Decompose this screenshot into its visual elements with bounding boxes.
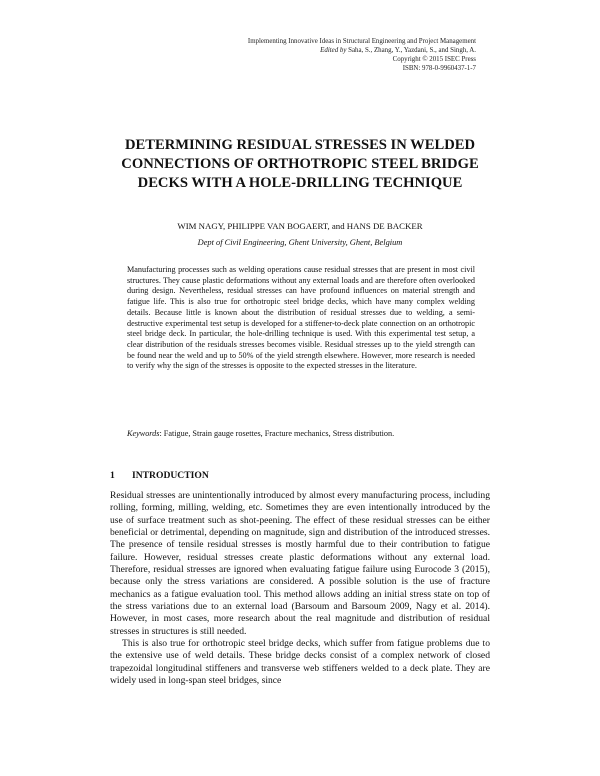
section-title: INTRODUCTION bbox=[132, 470, 209, 481]
section-heading-introduction bbox=[110, 470, 209, 482]
keywords-label: Keywords bbox=[127, 429, 160, 438]
paper-title: DETERMINING RESIDUAL STRESSES IN WELDED CONNECTIONS OF ORTHOTROPIC STEEL BRIDGE DECKS WITH A HOLE-DRILLING TECHNIQUE bbox=[121, 137, 479, 191]
keywords bbox=[127, 429, 475, 440]
abstract: Manufacturing processes such as welding operations cause residual stresses that are present in most civil structures. They cause plastic deformations without any external loads and are therefore often overlooked during design. Nevertheless, residual stresses can have profound influences on material strength and fatigue life. This is also true for orthotropic steel bridge decks, which have many complex welding details. Because little is known about the distribution of residual stresses due to welding, a semi-destructive experimental test setup is developed for a stiffener-to-deck plate connection on an orthotropic steel bridge deck. In particular, the hole-drilling technique is used. With this experimental test setup, a clear distribution of the residuals stresses becomes visible. Residual stresses up to the yield strength can be found near the weld and up to 50% of the yield strength elsewhere. However, more research is needed to verify why the sign of the stresses is opposite to the expected stresses in the literature. bbox=[127, 265, 475, 371]
header-editors-prefix: Edited by bbox=[320, 47, 347, 54]
header-proceedings-title: Implementing Innovative Ideas in Structural Engineering and Project Management bbox=[247, 38, 476, 45]
author-affiliation: Dept of Civil Engineering, Ghent University, Ghent, Belgium bbox=[197, 238, 403, 247]
section-body bbox=[110, 490, 490, 688]
header-isbn: ISBN: 978-0-9960437-1-7 bbox=[402, 65, 476, 72]
running-header bbox=[248, 37, 476, 73]
header-editors bbox=[248, 46, 476, 55]
author-list: WIM NAGY, PHILIPPE VAN BOGAERT, and HANS DE BACKER bbox=[177, 221, 423, 231]
keywords-text: : Fatigue, Strain gauge rosettes, Fracture mechanics, Stress distribution. bbox=[159, 429, 395, 438]
section-number: 1 bbox=[110, 470, 115, 481]
body-paragraph: Residual stresses are unintentionally introduced by almost every manufacturing process, including rolling, forming, milling, welding, etc. Sometimes they are even intentionally introduced by the use of surface treatment such as shot-peening. The effect of these residual stresses can be either beneficial or detrimental, depending on magnitude, sign and distribution of the introduced stresses. The presence of tensile residual stresses is mostly harmful due to their contribution to fatigue failure. However, residual stresses create plastic deformations without any external load. Therefore, residual stresses are ignored when evaluating fatigue failure using Eurocode 3 (2015), because only the stress variations are considered. A possible solution is the use of fracture mechanics as a fatigue evaluation tool. This method allows adding an initial stress state on top of the stress variations due to an external load (Barsoum and Barsoum 2009, Nagy et al. 2014). However, in most cases, more research about the real magnitude and distribution of residual stresses in structures is still needed. bbox=[110, 490, 490, 637]
header-editors-names: Saha, S., Zhang, Y., Yazdani, S., and Singh, A. bbox=[348, 47, 476, 54]
body-paragraph: This is also true for orthotropic steel bridge decks, which suffer from fatigue problems due to the extensive use of weld details. These bridge decks consist of a complex network of closed trapezoidal longitudinal stiffeners and transverse web stiffeners welded to a deck plate. They are widely used in long-span steel bridges, since bbox=[110, 638, 490, 687]
header-copyright: Copyright © 2015 ISEC Press bbox=[392, 56, 476, 63]
